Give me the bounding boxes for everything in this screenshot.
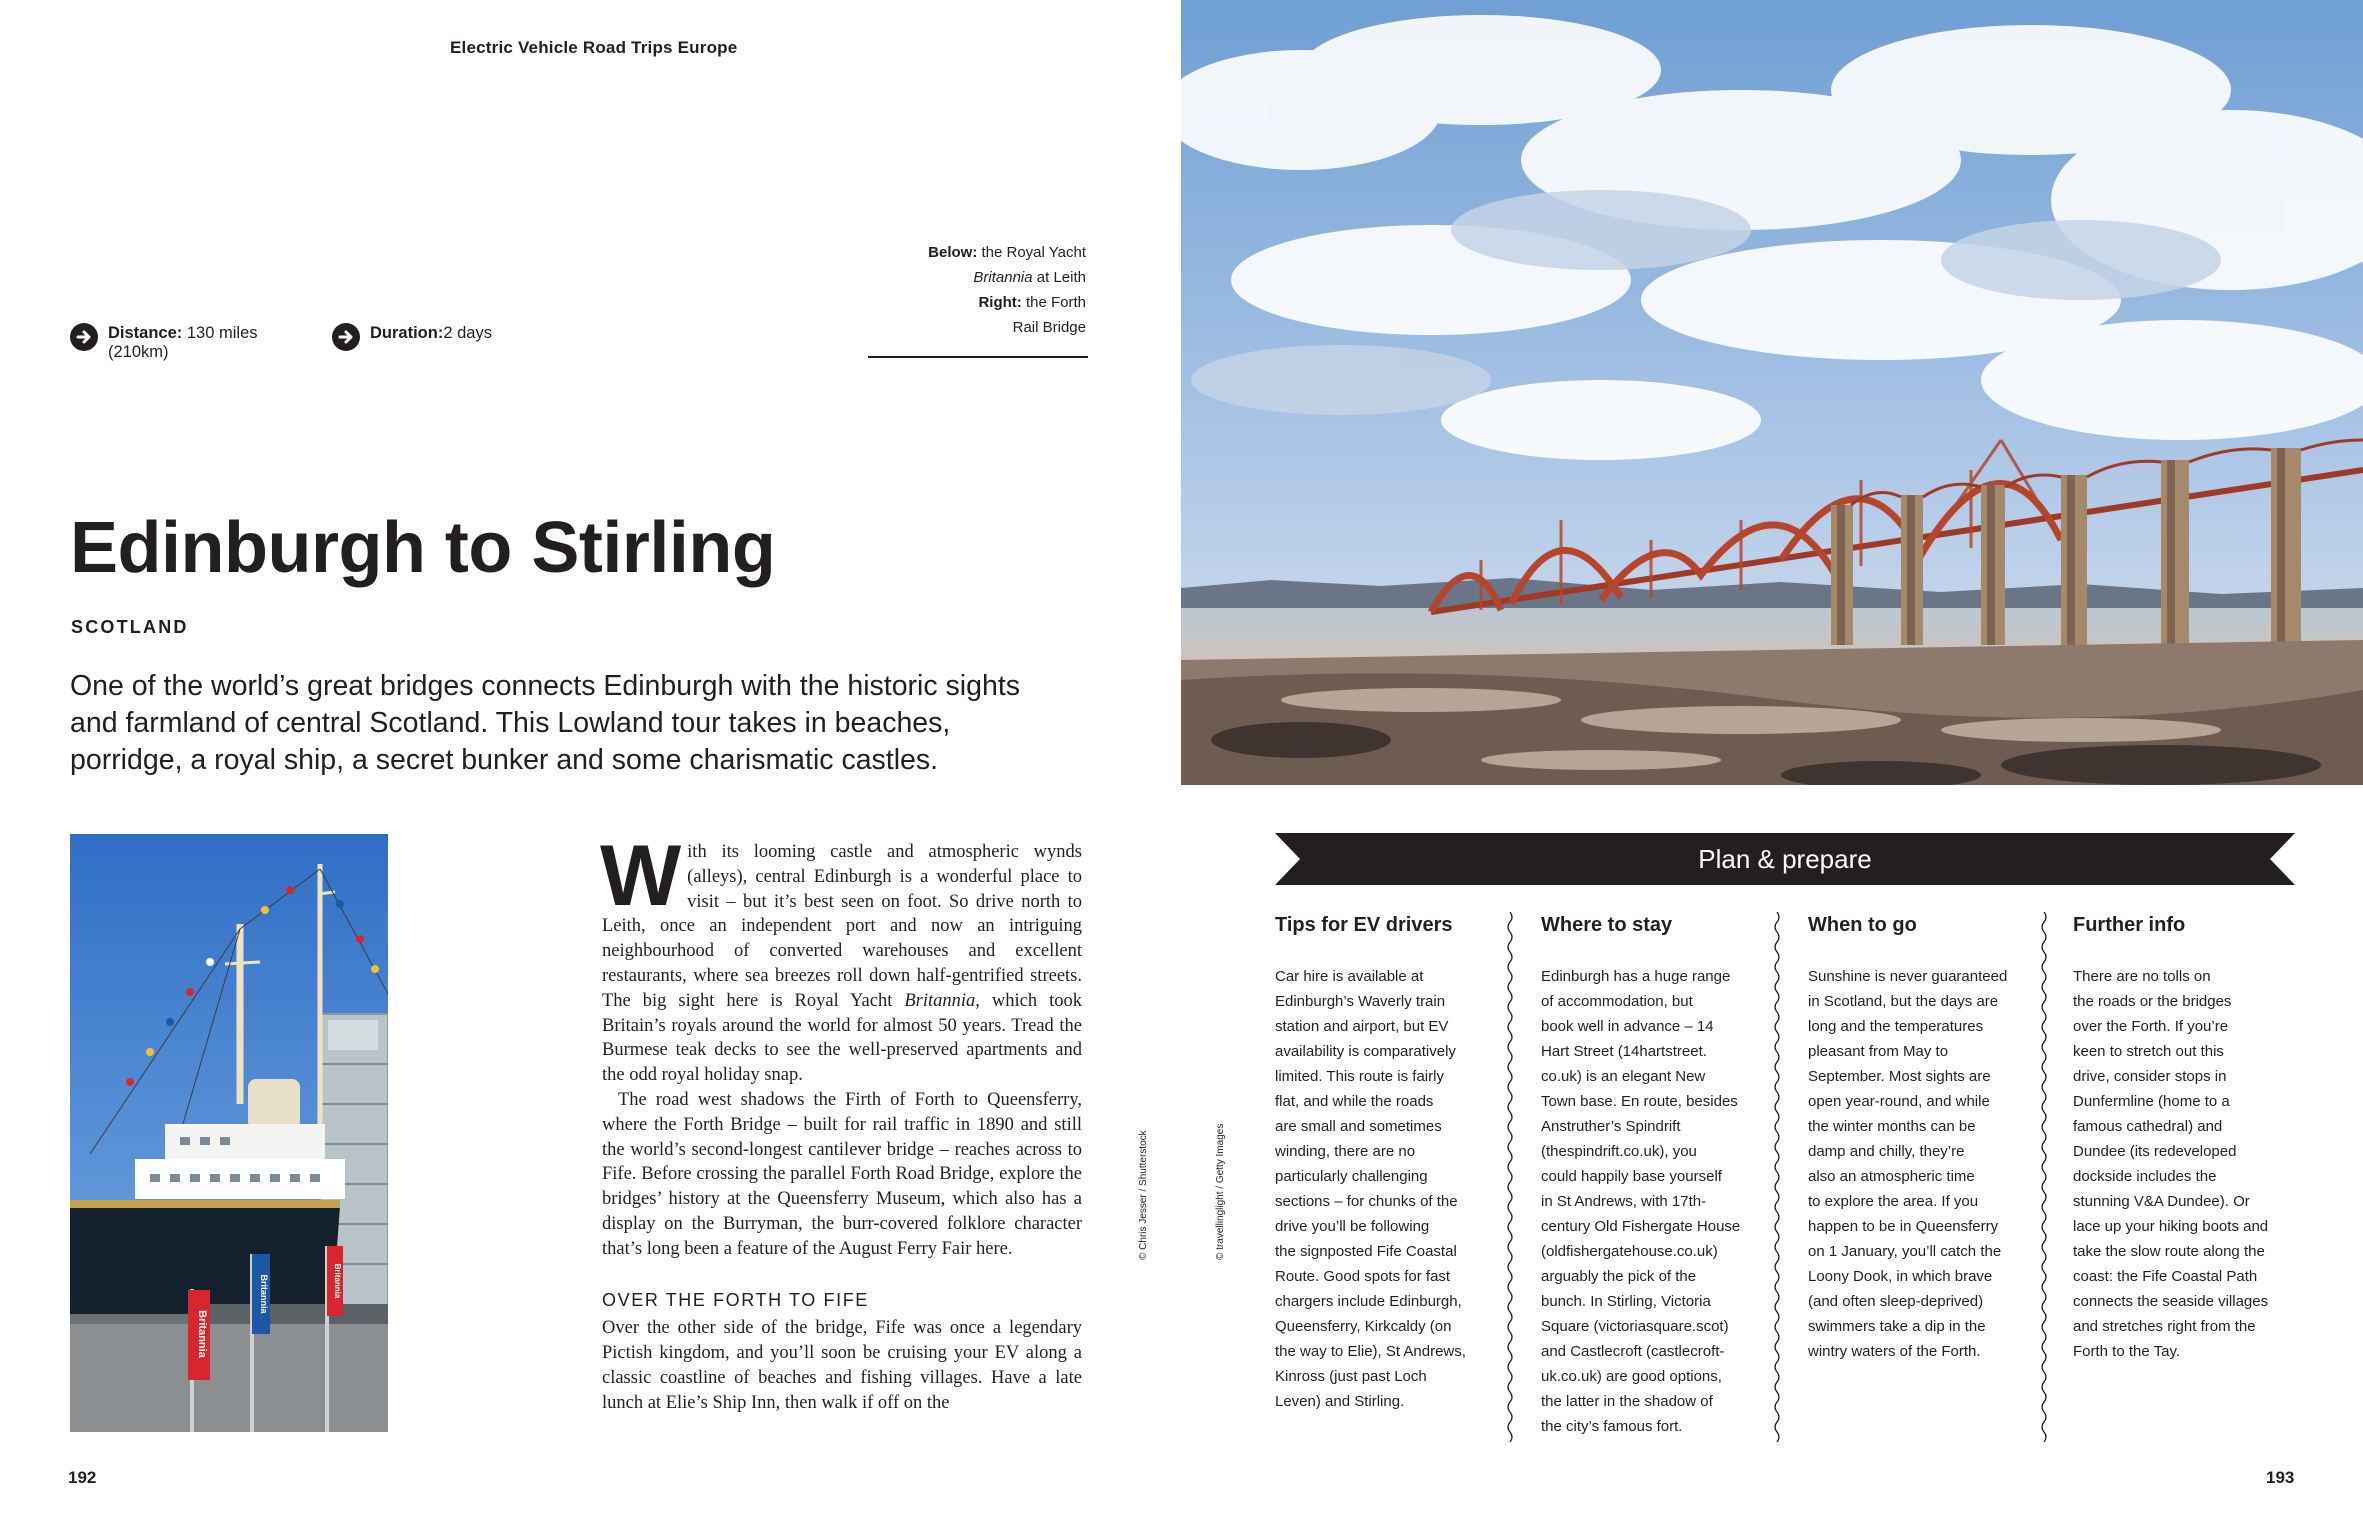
column-line: Anstruther’s Spindrift bbox=[1541, 1118, 1681, 1135]
column-line: connects the seaside villages bbox=[2073, 1293, 2269, 1310]
intro-line: porridge, a royal ship, a secret bunker and some charismatic castles. bbox=[70, 744, 939, 776]
column-line: swimmers take a dip in the bbox=[1808, 1318, 1986, 1335]
column-line: in St Andrews, with 17th- bbox=[1541, 1193, 1707, 1210]
running-head: Electric Vehicle Road Trips Europe bbox=[450, 38, 738, 57]
column-line: Edinburgh’s Waverly train bbox=[1275, 993, 1446, 1010]
caption-right-label: Right: bbox=[978, 294, 1022, 311]
flag-text: Britannia bbox=[333, 1263, 342, 1299]
column-line: dockside includes the bbox=[2073, 1168, 2217, 1185]
plan-column-where-to-stay bbox=[1541, 912, 1769, 1439]
column-line: Town base. En route, besides bbox=[1541, 1093, 1738, 1110]
column-line: are small and sometimes bbox=[1275, 1118, 1442, 1135]
column-line: the city’s famous fort. bbox=[1541, 1418, 1683, 1435]
column-line: co.uk) is an elegant New bbox=[1541, 1068, 1706, 1085]
drop-cap: W bbox=[600, 828, 682, 924]
column-line: the way to Elie), St Andrews, bbox=[1275, 1343, 1466, 1360]
plan-column-ev-tips bbox=[1275, 912, 1503, 1414]
column-line: century Old Fishergate House bbox=[1541, 1218, 1741, 1235]
column-line: Sunshine is never guaranteed bbox=[1808, 968, 2008, 985]
column-line: (oldfishergatehouse.co.uk) bbox=[1541, 1243, 1718, 1260]
column-line: Car hire is available at bbox=[1275, 968, 1424, 985]
britannia-flag bbox=[327, 1246, 343, 1316]
column-divider bbox=[1772, 912, 1782, 1442]
column-line: drive you’ll be following bbox=[1275, 1218, 1430, 1235]
column-line: sections – for chunks of the bbox=[1275, 1193, 1458, 1210]
column-line: station and airport, but EV bbox=[1275, 1018, 1449, 1035]
body-paragraph: With its looming castle and atmospheric wynds (alleys), central Edinburgh is a wonderful place to visit – but it’s best seen on foot. So drive north to Leith, once an independent port and now an intriguing neighbourhood of converted warehouses and excellent restaurants, where sea breezes roll down half-gentrified streets. The big sight here is Royal Yacht Britannia, which took Britain’s royals around the world for almost 50 years. Tread the Burmese teak decks to see the well-preserved apartments and the odd royal holiday snap. bbox=[600, 828, 1082, 1086]
column-heading: Tips for EV drivers bbox=[1275, 914, 1453, 936]
column-line: lace up your hiking boots and bbox=[2073, 1218, 2269, 1235]
column-line: winding, there are no bbox=[1275, 1143, 1416, 1160]
column-line: Hart Street (14hartstreet. bbox=[1541, 1043, 1707, 1060]
distance-value-km: (210km) bbox=[108, 343, 169, 361]
column-line: arguably the pick of the bbox=[1541, 1268, 1697, 1285]
column-line: famous cathedral) and bbox=[2073, 1118, 2223, 1135]
column-line: Route. Good spots for fast bbox=[1275, 1268, 1451, 1285]
arrow-right-icon bbox=[70, 323, 98, 351]
body-paragraph: The road west shadows the Firth of Forth to Queensferry, where the Forth Bridge – built for rail traffic in 1890 and still the world’s second-longest cantilever bridge – reaches across to Fife. Before crossing the parallel Forth Road Bridge, explore the bridges’ history at the Queensferry Museum, which also has a display on the Burryman, the burr-covered folklore character that’s long been a feature of the August Ferry Fair here. bbox=[602, 1089, 1082, 1259]
caption-right-text-2: Rail Bridge bbox=[1012, 319, 1086, 336]
distance-value: 130 miles bbox=[186, 324, 258, 342]
column-line: chargers include Edinburgh, bbox=[1275, 1293, 1462, 1310]
column-line: could happily base yourself bbox=[1541, 1168, 1722, 1185]
intro-line: and farmland of central Scotland. This Lowland tour takes in beaches, bbox=[70, 707, 951, 739]
column-line: of accommodation, but bbox=[1541, 993, 1693, 1010]
column-line: Square (victoriasquare.scot) bbox=[1541, 1318, 1729, 1335]
column-line: take the slow route along the bbox=[2073, 1243, 2265, 1260]
column-line: bunch. In Stirling, Victoria bbox=[1541, 1293, 1711, 1310]
column-line: pleasant from May to bbox=[1808, 1043, 1949, 1060]
duration-info bbox=[332, 323, 492, 351]
column-line: Dunfermline (home to a bbox=[2073, 1093, 2230, 1110]
column-line: Edinburgh has a huge range bbox=[1541, 968, 1731, 985]
arrow-right-icon bbox=[332, 323, 360, 351]
column-line: availability is comparatively bbox=[1275, 1043, 1456, 1060]
column-line: (thespindrift.co.uk), you bbox=[1541, 1143, 1697, 1160]
column-line: and Castlecroft (castlecroft- bbox=[1541, 1343, 1725, 1360]
flag-text: Britannia bbox=[259, 1274, 269, 1314]
page-number: 193 bbox=[2266, 1468, 2295, 1487]
column-line: stunning V&A Dundee). Or bbox=[2073, 1193, 2250, 1210]
column-heading: When to go bbox=[1808, 914, 1917, 936]
royal-yacht-photo bbox=[70, 834, 388, 1432]
column-line: in Scotland, but the days are bbox=[1808, 993, 1999, 1010]
caption-right-text: the Forth bbox=[1025, 294, 1086, 311]
column-line: and stretches right from the bbox=[2073, 1318, 2256, 1335]
column-line: Kinross (just past Loch bbox=[1275, 1368, 1427, 1385]
column-line: the roads or the bridges bbox=[2073, 993, 2232, 1010]
column-line: coast: the Fife Coastal Path bbox=[2073, 1268, 2258, 1285]
duration-value: 2 days bbox=[443, 324, 492, 342]
caption-below-text: the Royal Yacht bbox=[981, 244, 1086, 261]
column-line: the latter in the shadow of bbox=[1541, 1393, 1713, 1410]
column-line: on 1 January, you’ll catch the bbox=[1808, 1243, 2002, 1260]
column-line: flat, and while the roads bbox=[1275, 1093, 1434, 1110]
distance-label: Distance: bbox=[108, 324, 183, 342]
plan-column-further-info bbox=[2073, 912, 2301, 1364]
column-line: Leven) and Stirling. bbox=[1275, 1393, 1405, 1410]
column-line: open year-round, and while bbox=[1808, 1093, 1990, 1110]
intro-standfirst bbox=[70, 668, 1100, 779]
region-label: SCOTLAND bbox=[71, 617, 189, 637]
column-line: book well in advance – 14 bbox=[1541, 1018, 1714, 1035]
column-line: the signposted Fife Coastal bbox=[1275, 1243, 1457, 1260]
column-line: damp and chilly, they’re bbox=[1808, 1143, 1965, 1160]
column-line: keen to stretch out this bbox=[2073, 1043, 2224, 1060]
caption-below-label: Below: bbox=[928, 244, 978, 261]
column-line: limited. This route is fairly bbox=[1275, 1068, 1444, 1085]
column-heading: Where to stay bbox=[1541, 914, 1673, 936]
column-line: There are no tolls on bbox=[2073, 968, 2211, 985]
article-body bbox=[600, 828, 1082, 1416]
distance-info bbox=[70, 323, 258, 362]
column-line: Dundee (its redeveloped bbox=[2073, 1143, 2237, 1160]
column-line: the winter months can be bbox=[1808, 1118, 1976, 1135]
column-line: September. Most sights are bbox=[1808, 1068, 1991, 1085]
photo-caption bbox=[860, 240, 1086, 340]
column-divider bbox=[1505, 912, 1515, 1442]
column-line: to explore the area. If you bbox=[1808, 1193, 1979, 1210]
duration-label: Duration: bbox=[370, 324, 444, 342]
page-number: 192 bbox=[68, 1468, 97, 1487]
page-title: Edinburgh to Stirling bbox=[70, 508, 776, 588]
caption-below-italic: Britannia bbox=[973, 269, 1033, 286]
intro-line: One of the world’s great bridges connects Edinburgh with the historic sights bbox=[70, 670, 1020, 702]
column-line: uk.co.uk) are good options, bbox=[1541, 1368, 1722, 1385]
column-line: Forth to the Tay. bbox=[2073, 1343, 2180, 1360]
plan-column-when-to-go bbox=[1808, 912, 2036, 1364]
column-line: wintry waters of the Forth. bbox=[1808, 1343, 1981, 1360]
photo-credit: © travellinglight / Getty Images bbox=[1215, 1123, 1226, 1260]
britannia-flag bbox=[188, 1290, 210, 1380]
section-subhead: OVER THE FORTH TO FIFE bbox=[602, 1289, 869, 1310]
flag-text: Britannia bbox=[196, 1310, 208, 1358]
plan-banner-title: Plan & prepare bbox=[1698, 844, 1872, 874]
column-line: over the Forth. If you’re bbox=[2073, 1018, 2229, 1035]
column-line: particularly challenging bbox=[1275, 1168, 1428, 1185]
caption-divider bbox=[868, 356, 1088, 358]
body-paragraph: Over the other side of the bridge, Fife was once a legendary Pictish kingdom, and you’ll soon be cruising your EV along a classic coastline of beaches and fishing villages. Have a late lunch at Elie’s Ship Inn, then walk if off on the bbox=[602, 1318, 1082, 1413]
column-line: also an atmospheric time bbox=[1808, 1168, 1975, 1185]
photo-credit: © Chris Jesser / Shutterstock bbox=[1138, 1130, 1149, 1260]
column-line: Queensferry, Kirkcaldy (on bbox=[1275, 1318, 1452, 1335]
caption-below-text-2: at Leith bbox=[1036, 269, 1086, 286]
column-line: (and often sleep-deprived) bbox=[1808, 1293, 1984, 1310]
column-line: Loony Dook, in which brave bbox=[1808, 1268, 1993, 1285]
column-divider bbox=[2039, 912, 2049, 1442]
column-line: happen to be in Queensferry bbox=[1808, 1218, 1999, 1235]
column-line: long and the temperatures bbox=[1808, 1018, 1984, 1035]
column-line: drive, consider stops in bbox=[2073, 1068, 2227, 1085]
britannia-flag bbox=[252, 1254, 270, 1334]
column-heading: Further info bbox=[2073, 914, 2186, 936]
forth-bridge-photo bbox=[1181, 0, 2363, 785]
